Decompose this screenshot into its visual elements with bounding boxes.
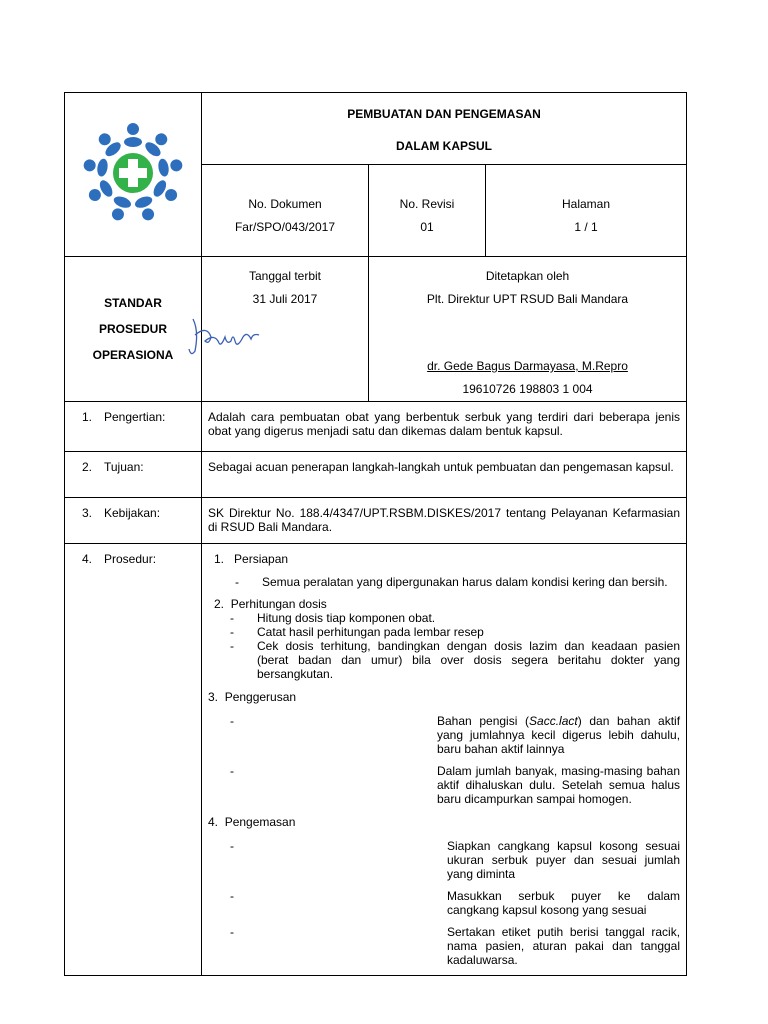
step-number: 1. bbox=[214, 552, 225, 566]
list-item: - Hitung dosis tiap komponen obat. bbox=[208, 611, 680, 625]
list-item-text: Bahan pengisi (Sacc.lact) dan bahan aktif yang jumlahnya kecil digerus lebih dahulu, baru bahan aktif lainnya bbox=[437, 714, 681, 756]
step-title: Penggerusan bbox=[224, 690, 297, 704]
list-item-text: Semua peralatan yang dipergunakan harus dalam kondisi kering dan bersih. bbox=[262, 575, 668, 589]
sop-line-1: STANDAR bbox=[104, 296, 162, 310]
sop-document bbox=[64, 92, 687, 976]
sop-label-cell bbox=[65, 257, 202, 402]
halaman-cell bbox=[486, 165, 687, 257]
step-heading bbox=[208, 815, 680, 829]
sop-line-3: OPERASIONA bbox=[92, 348, 174, 362]
section-label: Pengertian: bbox=[104, 410, 166, 424]
ditetapkan-label: Ditetapkan oleh bbox=[485, 269, 570, 283]
title-line-2: DALAM KAPSUL bbox=[396, 139, 493, 153]
official-nip: 19610726 198803 1 004 bbox=[462, 382, 593, 396]
tujuan-text: Sebagai acuan penerapan langkah-langkah untuk pembuatan dan pengemasan kapsul. bbox=[202, 452, 687, 498]
step-heading bbox=[208, 597, 680, 611]
list-item-text: Cek dosis terhitung, bandingkan dengan dosis lazim dan keadaan pasien (berat badan dan umur) bila over dosis segera beritahu dokter yang bersangkutan. bbox=[257, 639, 681, 681]
title-line-1: PEMBUATAN DAN PENGEMASAN bbox=[347, 107, 541, 121]
no-dokumen-value: Far/SPO/043/2017 bbox=[234, 220, 336, 234]
sop-line-2: PROSEDUR bbox=[98, 322, 167, 336]
section-label: Kebijakan: bbox=[104, 506, 161, 520]
pengertian-label-cell bbox=[65, 402, 202, 452]
list-item-text: Catat hasil perhitungan pada lembar resep bbox=[257, 625, 484, 639]
halaman-value: 1 / 1 bbox=[574, 220, 598, 234]
list-item: - Cek dosis terhitung, bandingkan dengan dosis lazim dan keadaan pasien (berat badan dan umur) bila over dosis segera beritahu dokter yang bersangkutan. bbox=[230, 639, 681, 681]
list-item-text: Hitung dosis tiap komponen obat. bbox=[257, 611, 436, 625]
list-item: - Masukkan serbuk puyer ke dalam cangkang kapsul kosong yang sesuai bbox=[230, 889, 681, 917]
list-item: - Sertakan etiket putih berisi tanggal racik, nama pasien, aturan pakai dan tanggal kadaluwarsa. bbox=[230, 925, 681, 967]
step-title: Persiapan bbox=[234, 552, 289, 566]
prosedur-content bbox=[202, 544, 687, 976]
signature-icon bbox=[185, 311, 265, 361]
list-item-text: Dalam jumlah banyak, masing-masing bahan aktif dihaluskan dulu. Setelah semua halus baru dicampurkan sampai homogen. bbox=[437, 764, 681, 806]
ditetapkan-cell bbox=[369, 257, 687, 402]
section-number: 3. bbox=[82, 506, 93, 520]
no-dokumen-label: No. Dokumen bbox=[248, 197, 322, 211]
logo-cell bbox=[65, 93, 202, 257]
no-revisi-value: 01 bbox=[420, 220, 434, 234]
step-heading bbox=[208, 690, 680, 704]
list-item-text: Sertakan etiket putih berisi tanggal racik, nama pasien, aturan pakai dan tanggal kadaluwarsa. bbox=[447, 925, 681, 967]
halaman-label: Halaman bbox=[562, 197, 611, 211]
hospital-logo-icon bbox=[77, 117, 189, 229]
no-dokumen-cell bbox=[202, 165, 369, 257]
ditetapkan-by: Plt. Direktur UPT RSUD Bali Mandara bbox=[426, 292, 629, 306]
list-item-text: Siapkan cangkang kapsul kosong sesuai ukuran serbuk puyer dan sesuai jumlah yang diminta bbox=[447, 839, 681, 881]
step-title: Pengemasan bbox=[224, 815, 296, 829]
no-revisi-cell bbox=[369, 165, 486, 257]
tujuan-label-cell bbox=[65, 452, 202, 498]
list-item: - Siapkan cangkang kapsul kosong sesuai ukuran serbuk puyer dan sesuai jumlah yang diminta bbox=[230, 839, 681, 881]
tanggal-label: Tanggal terbit bbox=[248, 269, 322, 283]
no-revisi-label: No. Revisi bbox=[399, 197, 455, 211]
section-number: 4. bbox=[82, 552, 93, 566]
list-item: - Catat hasil perhitungan pada lembar resep bbox=[208, 625, 680, 639]
prosedur-label-cell bbox=[65, 544, 202, 976]
list-item-text: Masukkan serbuk puyer ke dalam cangkang kapsul kosong yang sesuai bbox=[447, 889, 681, 917]
tanggal-value: 31 Juli 2017 bbox=[252, 292, 318, 306]
document-title bbox=[202, 93, 687, 165]
list-item: - Bahan pengisi (Sacc.lact) dan bahan aktif yang jumlahnya kecil digerus lebih dahulu, baru bahan aktif lainnya bbox=[230, 714, 681, 756]
step-title: Perhitungan dosis bbox=[230, 597, 327, 611]
section-label: Tujuan: bbox=[104, 460, 144, 474]
kebijakan-label-cell bbox=[65, 498, 202, 544]
list-item: - Semua peralatan yang dipergunakan harus dalam kondisi kering dan bersih. bbox=[208, 575, 680, 589]
step-number: 3. bbox=[208, 690, 219, 704]
step-number: 4. bbox=[208, 815, 219, 829]
list-item: - Dalam jumlah banyak, masing-masing bahan aktif dihaluskan dulu. Setelah semua halus baru dicampurkan sampai homogen. bbox=[230, 764, 681, 806]
section-label: Prosedur: bbox=[104, 552, 157, 566]
step-heading bbox=[208, 552, 680, 566]
step-number: 2. bbox=[214, 597, 225, 611]
section-number: 2. bbox=[82, 460, 93, 474]
section-number: 1. bbox=[82, 410, 93, 424]
kebijakan-text: SK Direktur No. 188.4/4347/UPT.RSBM.DISKES/2017 tentang Pelayanan Kefarmasian di RSUD Bali Mandara. bbox=[202, 498, 687, 544]
pengertian-text: Adalah cara pembuatan obat yang berbentuk serbuk yang terdiri dari beberapa jenis obat yang digerus menjadi satu dan dikemas dalam bentuk kapsul. bbox=[202, 402, 687, 452]
official-name: dr. Gede Bagus Darmayasa, M.Repro bbox=[427, 359, 628, 373]
